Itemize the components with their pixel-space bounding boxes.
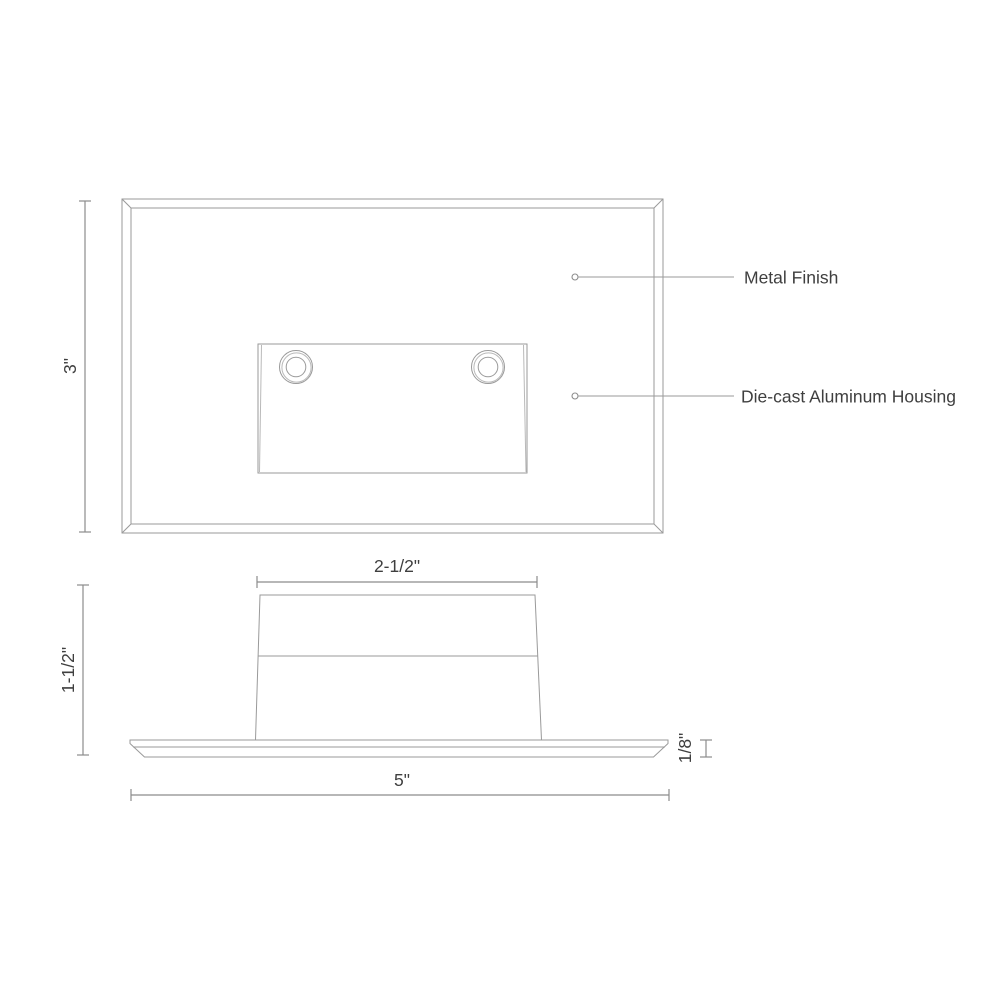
dimension-value: 2-1/2" bbox=[373, 556, 421, 576]
lamp-window bbox=[258, 344, 527, 473]
screw-left-inner-ring bbox=[286, 357, 306, 377]
screw-left bbox=[280, 351, 313, 384]
lamp-window-right-reveal bbox=[524, 345, 527, 472]
housing-profile bbox=[256, 595, 542, 740]
frame-bevel-top-right bbox=[654, 199, 663, 208]
lamp-window-left-reveal bbox=[260, 345, 262, 472]
front-height-dimension bbox=[60, 201, 91, 532]
side-view bbox=[58, 556, 712, 801]
callout-die-cast-aluminum-housing bbox=[572, 387, 956, 407]
screw-left-outer-ring bbox=[280, 351, 313, 384]
callout-metal-finish bbox=[572, 268, 838, 288]
callout-label: Metal Finish bbox=[744, 267, 839, 288]
side-height-dimension bbox=[58, 585, 89, 755]
dimension-value: 5" bbox=[394, 770, 410, 790]
faceplate-profile bbox=[130, 740, 668, 757]
overall-width-dimension bbox=[131, 770, 669, 801]
screw-right-outer-ring bbox=[472, 351, 505, 384]
frame-bevel-top-left bbox=[122, 199, 131, 208]
frame-bevel-bottom-left bbox=[122, 524, 131, 533]
screw-right-inner-ring bbox=[478, 357, 498, 377]
faceplate-inner-edge bbox=[131, 208, 654, 524]
screw-right bbox=[472, 351, 505, 384]
leader-dot-icon bbox=[572, 393, 578, 399]
faceplate-outer-edge bbox=[122, 199, 663, 533]
leader-dot-icon bbox=[572, 274, 578, 280]
dimension-value: 3" bbox=[60, 358, 80, 374]
callout-label: Die-cast Aluminum Housing bbox=[741, 386, 956, 407]
plate-thickness-dimension bbox=[675, 733, 712, 764]
dimension-value: 1-1/2" bbox=[58, 646, 78, 694]
frame-bevel-bottom-right bbox=[654, 524, 663, 533]
housing-width-dimension bbox=[257, 556, 537, 588]
dimension-value: 1/8" bbox=[675, 732, 695, 764]
front-view bbox=[60, 199, 956, 533]
